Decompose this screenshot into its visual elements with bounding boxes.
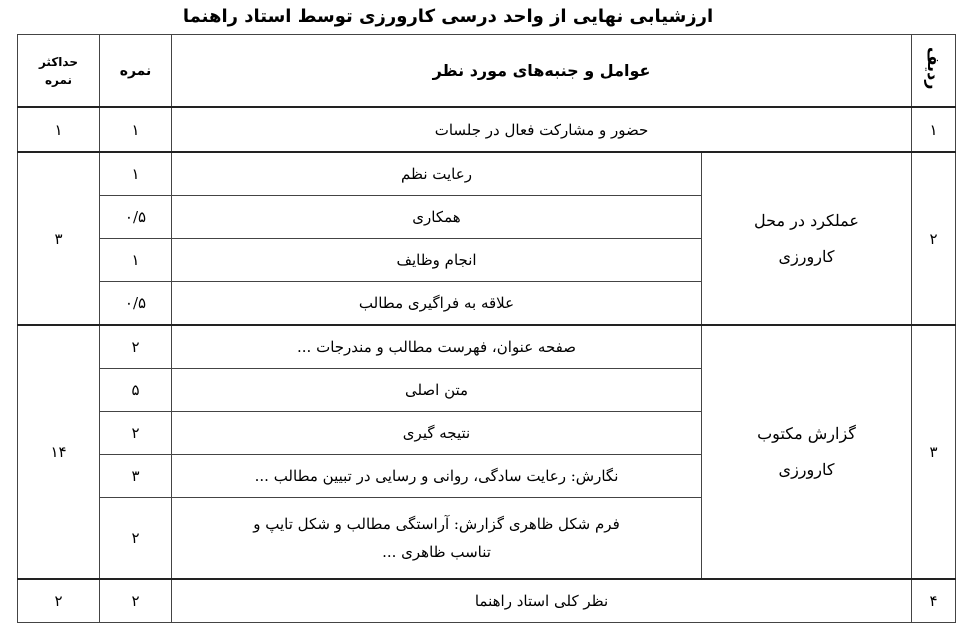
sub-item-score: ۱ xyxy=(100,239,172,282)
sub-item-label: انجام وظایف xyxy=(172,239,702,282)
row-max: ۲ xyxy=(18,579,100,623)
sub-item-label: نتیجه گیری xyxy=(172,412,702,455)
row-max: ۳ xyxy=(18,152,100,325)
table-row xyxy=(18,325,956,369)
group-label-line1: عملکرد در محل xyxy=(754,210,859,230)
row-label: حضور و مشارکت فعال در جلسات xyxy=(172,107,912,152)
group-label-line2: کارورزی xyxy=(778,246,835,266)
row-number: ۲ xyxy=(912,152,956,325)
sub-item-label: رعایت نظم xyxy=(172,152,702,196)
sub-item-label-line2: تناسب ظاهری ... xyxy=(382,543,491,561)
header-max-line2: نمره xyxy=(44,72,73,87)
sub-item-label: متن اصلی xyxy=(172,369,702,412)
sub-item-score: ۲ xyxy=(100,412,172,455)
sub-item-score: ۰/۵ xyxy=(100,196,172,239)
sub-item-score: ۰/۵ xyxy=(100,282,172,326)
row-number: ۱ xyxy=(912,107,956,152)
sub-item-label: نگارش: رعایت سادگی، روانی و رسایی در تبیین مطالب ... xyxy=(172,455,702,498)
row-max: ۱ xyxy=(18,107,100,152)
sub-item-label xyxy=(172,498,702,580)
group-label xyxy=(702,325,912,579)
row-number: ۴ xyxy=(912,579,956,623)
group-label xyxy=(702,152,912,325)
header-max-line1: حداکثر xyxy=(38,54,79,69)
row-score: ۱ xyxy=(100,107,172,152)
table-row xyxy=(18,152,956,196)
sub-item-score: ۲ xyxy=(100,498,172,580)
header-row-number-label: ردیف xyxy=(924,47,944,90)
header-max-score xyxy=(18,35,100,108)
page-title: ارزشیابی نهایی از واحد درسی کارورزی توسط استاد راهنما xyxy=(182,6,714,27)
sub-item-score: ۳ xyxy=(100,455,172,498)
row-label: نظر کلی استاد راهنما xyxy=(172,579,912,623)
table-row xyxy=(18,107,956,152)
header-row xyxy=(18,35,956,108)
group-label-line1: گزارش مکتوب xyxy=(757,424,856,443)
sub-item-score: ۱ xyxy=(100,152,172,196)
sub-item-score: ۵ xyxy=(100,369,172,412)
table-row xyxy=(18,579,956,623)
row-max: ۱۴ xyxy=(18,325,100,579)
header-score: نمره xyxy=(100,35,172,108)
sub-item-label: صفحه عنوان، فهرست مطالب و مندرجات ... xyxy=(172,325,702,369)
sub-item-label: علاقه به فراگیری مطالب xyxy=(172,282,702,326)
row-score: ۲ xyxy=(100,579,172,623)
sub-item-score: ۲ xyxy=(100,325,172,369)
sub-item-label: همکاری xyxy=(172,196,702,239)
header-row-number xyxy=(912,35,956,108)
group-label-line2: کارورزی xyxy=(778,460,835,479)
sub-item-label-line1: فرم شکل ظاهری گزارش: آراستگی مطالب و شکل تایپ و xyxy=(253,515,620,533)
row-number: ۳ xyxy=(912,325,956,579)
header-factors: عوامل و جنبه‌های مورد نظر xyxy=(172,35,912,108)
evaluation-table xyxy=(17,34,956,623)
